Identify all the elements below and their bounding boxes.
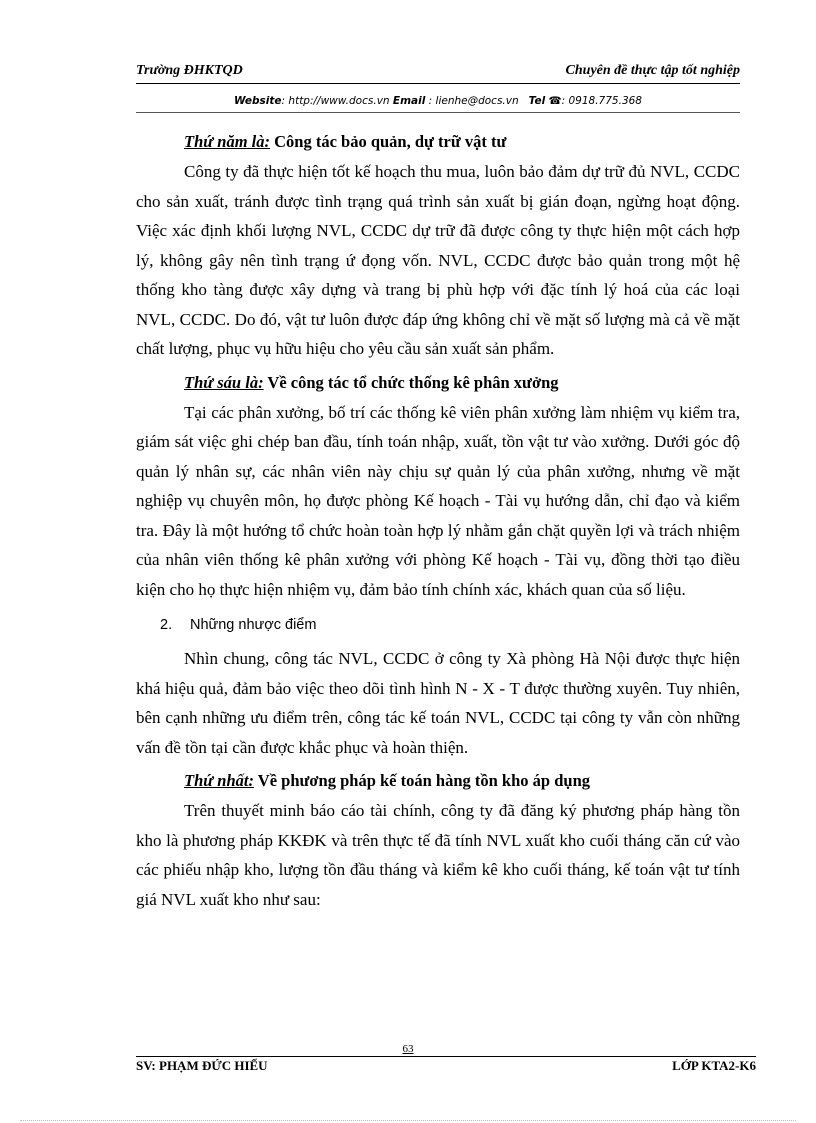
footer-class: LỚP KTA2-K6: [672, 1058, 756, 1073]
section-paragraph-1: Trên thuyết minh báo cáo tài chính, công ty đã đăng ký phương pháp hàng tồn kho là phương pháp KKĐK và trên thực tế đã tính NVL xuất kho cuối tháng căn cứ vào các phiếu nhập kho, lượng tồn đầu tháng và kiểm kê kho cuối tháng, kế toán vật tư tính giá NVL xuất kho như sau:: [136, 801, 740, 909]
header-rule: [136, 83, 740, 84]
section-heading-1: [184, 766, 740, 796]
section-paragraph-5: Công ty đã thực hiện tốt kế hoạch thu mua, luôn bảo đảm dự trữ đủ NVL, CCDC cho sản xuất, tránh được tình trạng quá trình sản xuất bị gián đoạn, ngừng hoạt động. Việc xác định khối lượng NVL, CCDC dự trữ đã được công ty thực hiện một cách hợp lý, không gây nên tình trạng ứ đọng vốn. NVL, CCDC được bảo quản trong một hệ thống kho tàng được xây dựng và trang bị phù hợp với đặc tính lý hoá của các loại NVL, CCDC. Do đó, vật tư luôn được đáp ứng không chỉ về mặt số lượng mà cả về mặt chất lượng, phục vụ hữu hiệu cho yêu cầu sản xuất sản phẩm.: [136, 162, 740, 358]
page-number: 63: [402, 1043, 414, 1055]
page-content: [136, 127, 740, 914]
website-value: : http://www.docs.vn: [281, 95, 390, 107]
email-value: : lienhe@docs.vn: [425, 95, 519, 107]
header-document-title: Chuyên đề thực tập tốt nghiệp: [565, 63, 740, 78]
tel-label: Tel: [528, 95, 546, 107]
section-lead-1: Thứ nhất:: [184, 771, 254, 790]
weakness-heading: [160, 610, 740, 640]
section-paragraph-6: Tại các phân xưởng, bố trí các thống kê viên phân xưởng làm nhiệm vụ kiểm tra, giám sát việc ghi chép ban đầu, tính toán nhập, xuất, tồn vật tư vào xưởng. Dưới góc độ quản lý nhân sự, các nhân viên này chịu sự quản lý của phân xưởng, nhưng về mặt nghiệp vụ chuyên môn, họ được phòng Kế hoạch - Tài vụ hướng dẫn, chỉ đạo và kiểm tra. Đây là một hướng tổ chức hoàn toàn hợp lý nhằm gắn chặt quyền lợi và trách nhiệm của nhân viên thống kê phân xưởng với phòng Kế hoạch - Tài vụ, đồng thời tạo điều kiện cho họ thực hiện nhiệm vụ, đảm bảo tính chính xác, khách quan của số liệu.: [136, 402, 740, 599]
phone-icon: ☎: [548, 95, 562, 107]
website-label: Website: [234, 95, 282, 107]
section-lead-5: Thứ năm là:: [184, 132, 270, 151]
section-title-1: Về phương pháp kế toán hàng tồn kho áp dụng: [253, 771, 590, 790]
weakness-number: 2.: [160, 617, 173, 633]
section-title-5: Công tác bảo quản, dự trữ vật tư: [269, 132, 507, 151]
footer-rule: [136, 1056, 756, 1057]
email-label: Email: [392, 95, 426, 107]
weakness-paragraph: Nhìn chung, công tác NVL, CCDC ở công ty Xà phòng Hà Nội được thực hiện khá hiệu quả, đảm bảo việc theo dõi tình hình N - X - T được thường xuyên. Tuy nhiên, bên cạnh những ưu điểm trên, công tác kế toán NVL, CCDC tại công ty vẫn còn những vấn đề tồn tại cần được khắc phục và hoàn thiện.: [136, 649, 740, 757]
section-lead-6: Thứ sáu là:: [184, 372, 264, 392]
weakness-title: Những nhược điểm: [190, 617, 317, 633]
tel-value: : 0918.775.368: [561, 95, 642, 107]
page-edge-dots: [20, 1120, 796, 1121]
header-school: Trường ĐHKTQD: [136, 63, 243, 78]
header-rule-secondary: [136, 112, 740, 113]
section-heading-5: [184, 127, 740, 157]
section-heading-6: [184, 368, 740, 398]
footer-student: SV: PHẠM ĐỨC HIẾU: [136, 1058, 268, 1073]
section-title-6: Về công tác tổ chức thống kê phân xưởng: [263, 372, 559, 392]
header-contact-line: [136, 95, 740, 107]
